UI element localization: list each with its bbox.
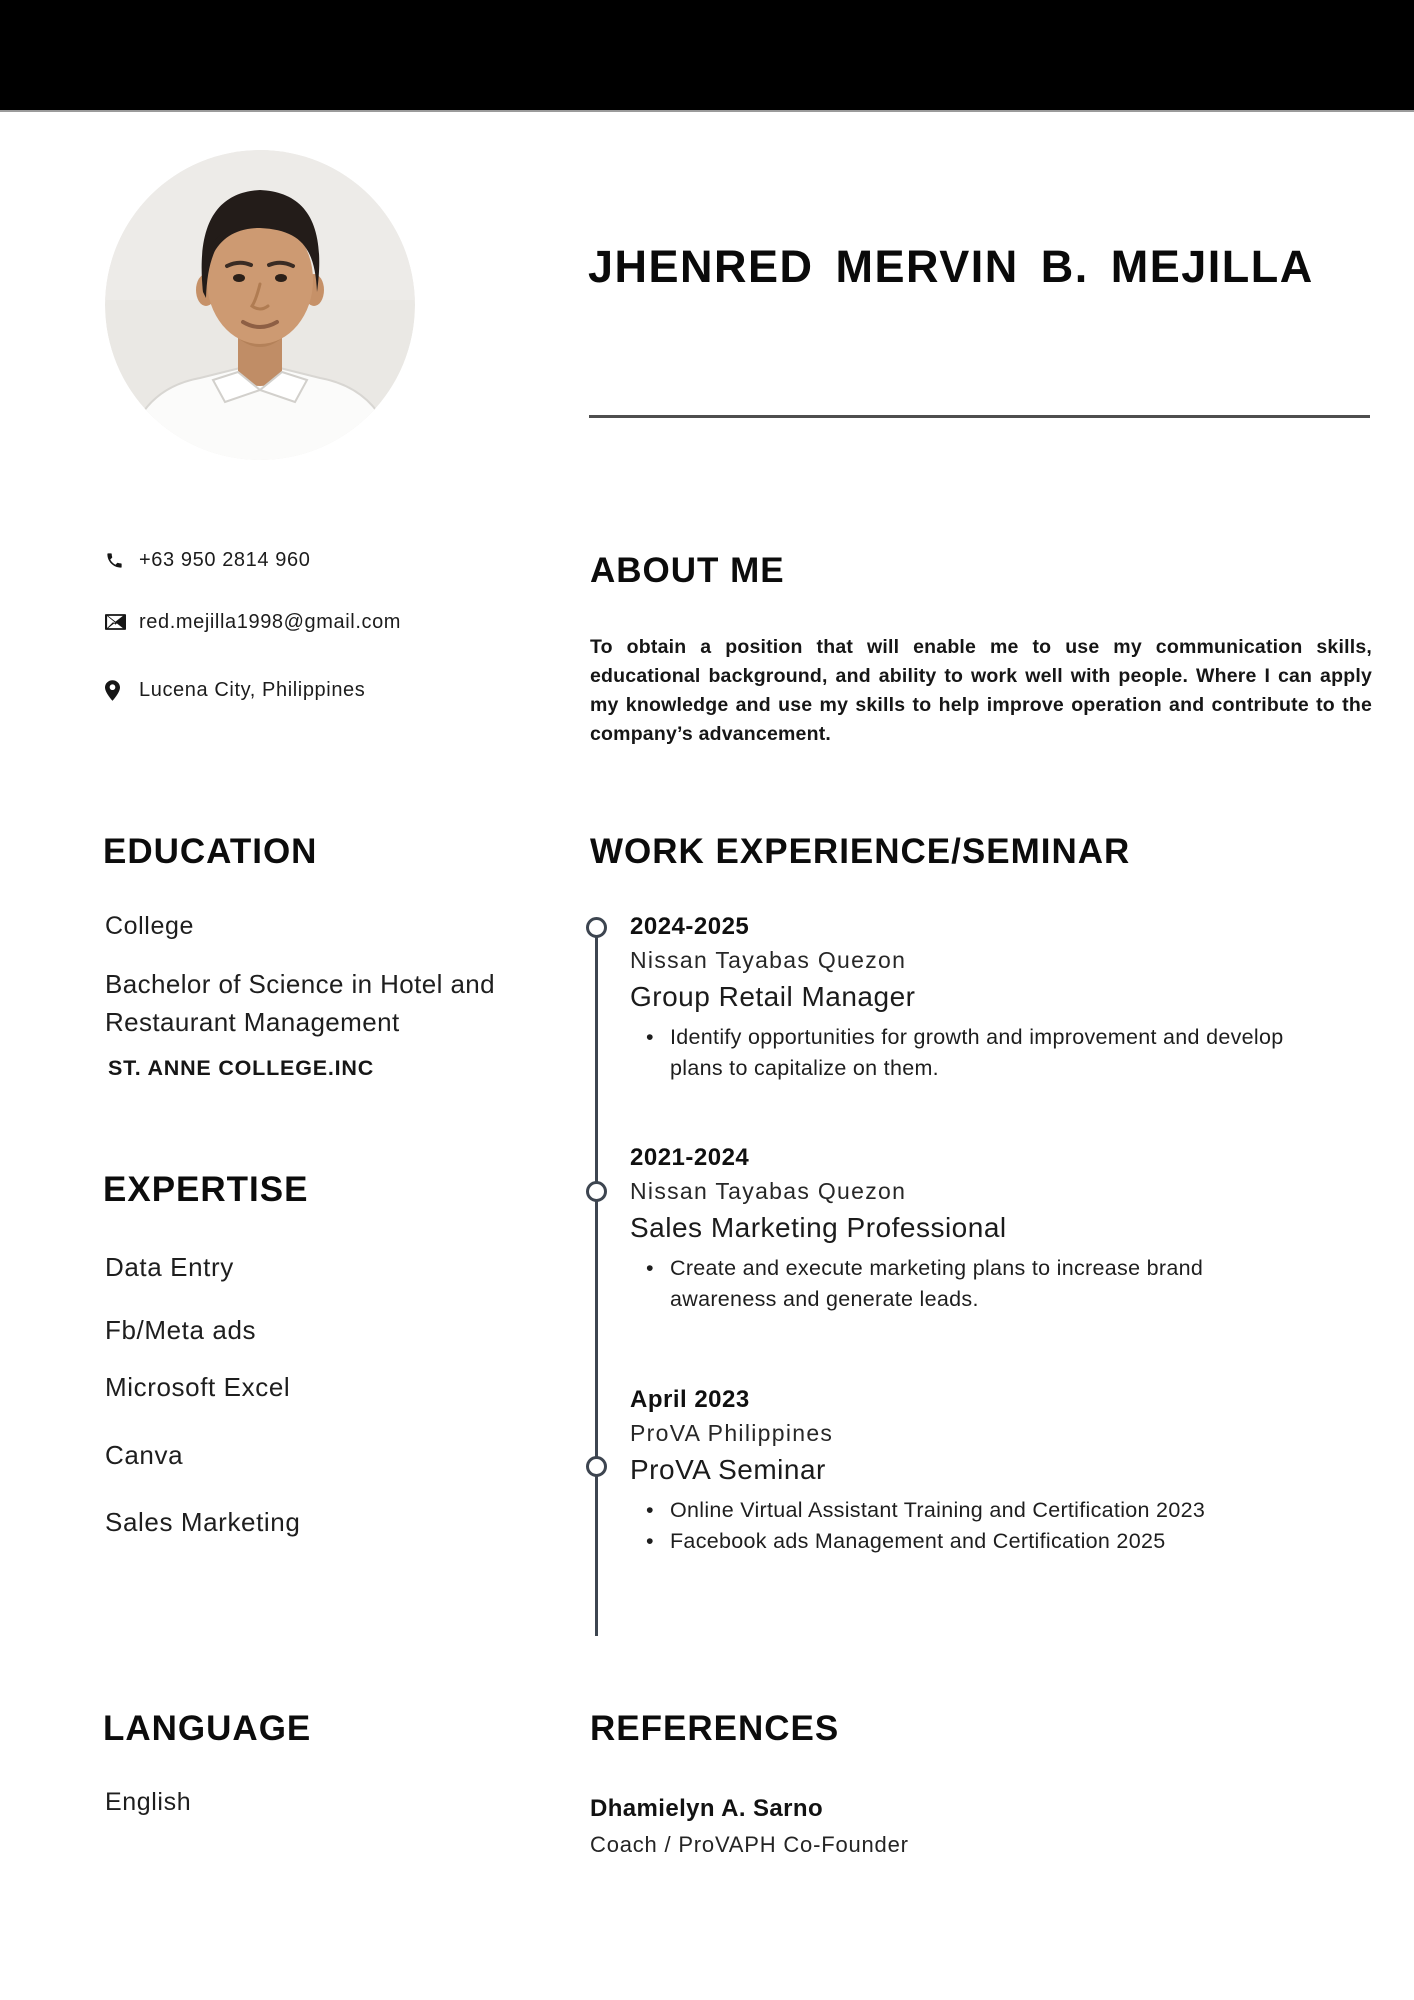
location-pin-icon	[105, 680, 139, 701]
experience-period: April 2023	[630, 1386, 750, 1413]
contact-phone: +63 950 2814 960	[139, 548, 311, 571]
experience-bullet: • Online Virtual Assistant Training and Certification 2023	[630, 1495, 1414, 1526]
experience-bullets	[630, 1495, 1414, 1557]
about-heading: ABOUT ME	[590, 551, 785, 590]
reference-title: Coach / ProVAPH Co-Founder	[590, 1832, 909, 1857]
page-title: JHENRED MERVIN B. MEJILLA	[588, 241, 1314, 292]
expertise-item: Fb/Meta ads	[105, 1315, 257, 1345]
timeline-dot-1	[586, 917, 607, 938]
experience-role: Sales Marketing Professional	[630, 1212, 1007, 1243]
experience-bullet: • Identify opportunities for growth and improvement and develop plans to capitalize on them.	[630, 1022, 1342, 1084]
education-degree: Bachelor of Science in Hotel and Restaurant Management	[105, 969, 496, 1037]
email-icon	[105, 614, 139, 630]
expertise-item: Data Entry	[105, 1252, 234, 1282]
reference-name: Dhamielyn A. Sarno	[590, 1795, 824, 1822]
contact-location-row	[105, 672, 365, 708]
profile-photo-illustration	[105, 150, 415, 460]
contact-phone-row	[105, 542, 310, 578]
experience-entry	[630, 912, 1414, 1084]
experience-org: Nissan Tayabas Quezon	[630, 947, 907, 973]
experience-role: Group Retail Manager	[630, 981, 916, 1012]
expertise-item: Microsoft Excel	[105, 1372, 291, 1402]
timeline-dot-2	[586, 1181, 607, 1202]
expertise-heading: EXPERTISE	[103, 1170, 309, 1209]
expertise-item: Sales Marketing	[105, 1507, 301, 1537]
timeline-dot-3	[586, 1456, 607, 1477]
experience-org: ProVA Philippines	[630, 1420, 834, 1446]
experience-bullet: • Create and execute marketing plans to increase brand awareness and generate leads.	[630, 1253, 1242, 1315]
top-black-bar	[0, 0, 1414, 112]
experience-bullets	[630, 1022, 1342, 1084]
about-text: To obtain a position that will enable me to use my communication skills, educational background, and ability to work well with people. Where I can apply my knowledge and use my skills to help improve operation and contribute to the company’s advancement.	[590, 636, 1372, 745]
education-heading: EDUCATION	[103, 832, 318, 871]
experience-heading: WORK EXPERIENCE/SEMINAR	[590, 832, 1131, 871]
expertise-item: Canva	[105, 1440, 184, 1470]
experience-role: ProVA Seminar	[630, 1454, 826, 1485]
profile-photo	[105, 150, 415, 460]
timeline-line	[595, 927, 598, 1636]
experience-bullet: • Facebook ads Management and Certification 2025	[630, 1526, 1414, 1557]
contact-email: red.mejilla1998@gmail.com	[139, 610, 402, 633]
experience-period: 2024-2025	[630, 913, 750, 940]
phone-icon	[105, 551, 139, 570]
references-heading: REFERENCES	[590, 1709, 840, 1748]
contact-email-row	[105, 604, 401, 640]
experience-entry	[630, 1385, 1414, 1557]
experience-bullets	[630, 1253, 1242, 1315]
education-level: College	[105, 912, 194, 940]
experience-period: 2021-2024	[630, 1144, 750, 1171]
name-underline	[589, 415, 1370, 418]
experience-entry	[630, 1143, 1414, 1315]
education-school: ST. ANNE COLLEGE.INC	[108, 1056, 375, 1080]
contact-location: Lucena City, Philippines	[139, 678, 366, 701]
language-heading: LANGUAGE	[103, 1709, 312, 1748]
language-item: English	[105, 1788, 192, 1816]
experience-org: Nissan Tayabas Quezon	[630, 1178, 907, 1204]
